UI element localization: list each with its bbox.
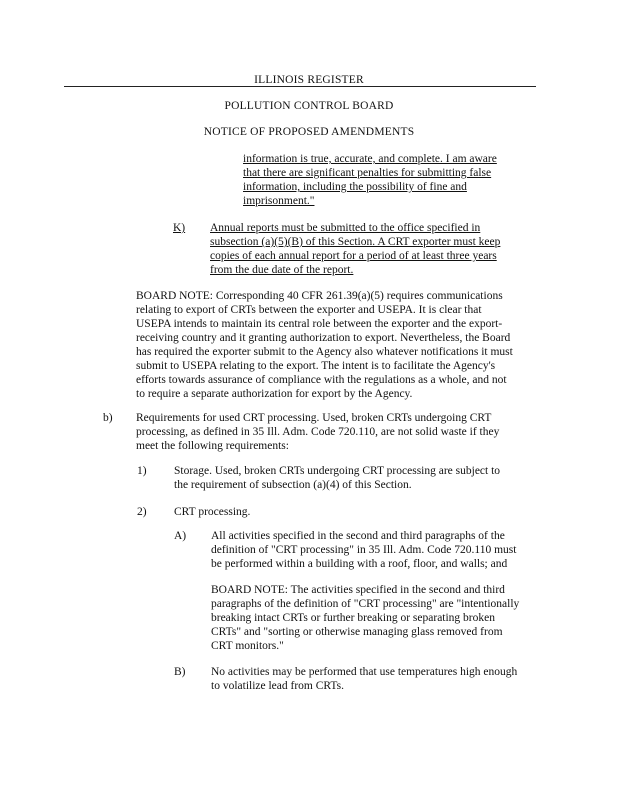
text-line: the requirement of subsection (a)(4) of this Section. — [174, 479, 412, 491]
item-2-text: CRT processing. — [174, 506, 251, 518]
text-line: submit to USEPA relating to the export. The intent is to facilitate the Agency's — [136, 360, 496, 372]
text-line: receiving country and it granting authorization to export. Nevertheless, the Board — [136, 332, 511, 344]
text-line: All activities specified in the second and third paragraphs of the — [211, 530, 505, 542]
item-b-label: b) — [103, 412, 113, 424]
item-bb-text — [211, 665, 541, 693]
register-title: ILLINOIS REGISTER — [254, 74, 364, 86]
text-line: imprisonment." — [243, 195, 315, 207]
board-title: POLLUTION CONTROL BOARD — [224, 100, 394, 112]
item-k-text — [210, 221, 510, 277]
text-line: definition of "CRT processing" in 35 Ill. Adm. Code 720.110 must — [211, 544, 517, 556]
text-line: Annual reports must be submitted to the office specified in — [210, 222, 481, 234]
item-a-label: A) — [174, 530, 187, 542]
item-1-text — [174, 464, 544, 492]
text-line: CRTs" and "sorting or otherwise managing glass removed from — [211, 626, 503, 638]
text-line: processing, as defined in 35 Ill. Adm. Code 720.110, are not solid waste if they — [136, 426, 500, 438]
text-line: to require a separate authorization for export by the Agency. — [136, 388, 413, 400]
item-k-label: K) — [173, 222, 186, 234]
text-line: paragraphs of the definition of "CRT processing" are "intentionally — [211, 598, 520, 610]
item-2-label: 2) — [137, 506, 147, 518]
notice-title: NOTICE OF PROPOSED AMENDMENTS — [203, 126, 415, 138]
item-a-text — [211, 529, 541, 571]
text-line: breaking intact CRTs or further breaking or separating broken — [211, 612, 495, 624]
text-line: No activities may be performed that use temperatures high enough — [211, 666, 518, 678]
text-line: has required the exporter submit to the Agency also whatever notifications it must — [136, 346, 513, 358]
board-note-export — [136, 289, 544, 401]
text-line: that there are significant penalties for submitting false — [243, 167, 492, 179]
text-line: BOARD NOTE: Corresponding 40 CFR 261.39(a)(5) requires communications — [136, 290, 503, 302]
text-line: CRT monitors." — [211, 640, 284, 652]
text-line: information, including the possibility of fine and — [243, 181, 467, 193]
text-line: Storage. Used, broken CRTs undergoing CRT processing are subject to — [174, 465, 501, 477]
text-line: Requirements for used CRT processing. Used, broken CRTs undergoing CRT — [136, 412, 492, 424]
certification-quote — [243, 152, 503, 208]
text-line: relating to export of CRTs between the exporter and USEPA. It is clear that — [136, 304, 482, 316]
text-line: efforts towards assurance of compliance with the regulations as a whole, and not — [136, 374, 507, 386]
text-line: to volatilize lead from CRTs. — [211, 680, 344, 692]
item-1-label: 1) — [137, 465, 147, 477]
item-bb-label: B) — [174, 666, 186, 678]
item-b-text — [136, 411, 536, 453]
text-line: copies of each annual report for a period of at least three years — [210, 250, 497, 262]
text-line: be performed within a building with a roof, floor, and walls; and — [211, 558, 508, 570]
text-line: USEPA intends to maintain its central role between the exporter and the export- — [136, 318, 503, 330]
text-line: meet the following requirements: — [136, 440, 289, 452]
text-line: subsection (a)(5)(B) of this Section. A CRT exporter must keep — [210, 236, 501, 248]
text-line: information is true, accurate, and complete. I am aware — [243, 153, 497, 165]
text-line: from the due date of the report. — [210, 264, 354, 276]
text-line: BOARD NOTE: The activities specified in the second and third — [211, 584, 505, 596]
board-note-crt-processing — [211, 583, 551, 653]
